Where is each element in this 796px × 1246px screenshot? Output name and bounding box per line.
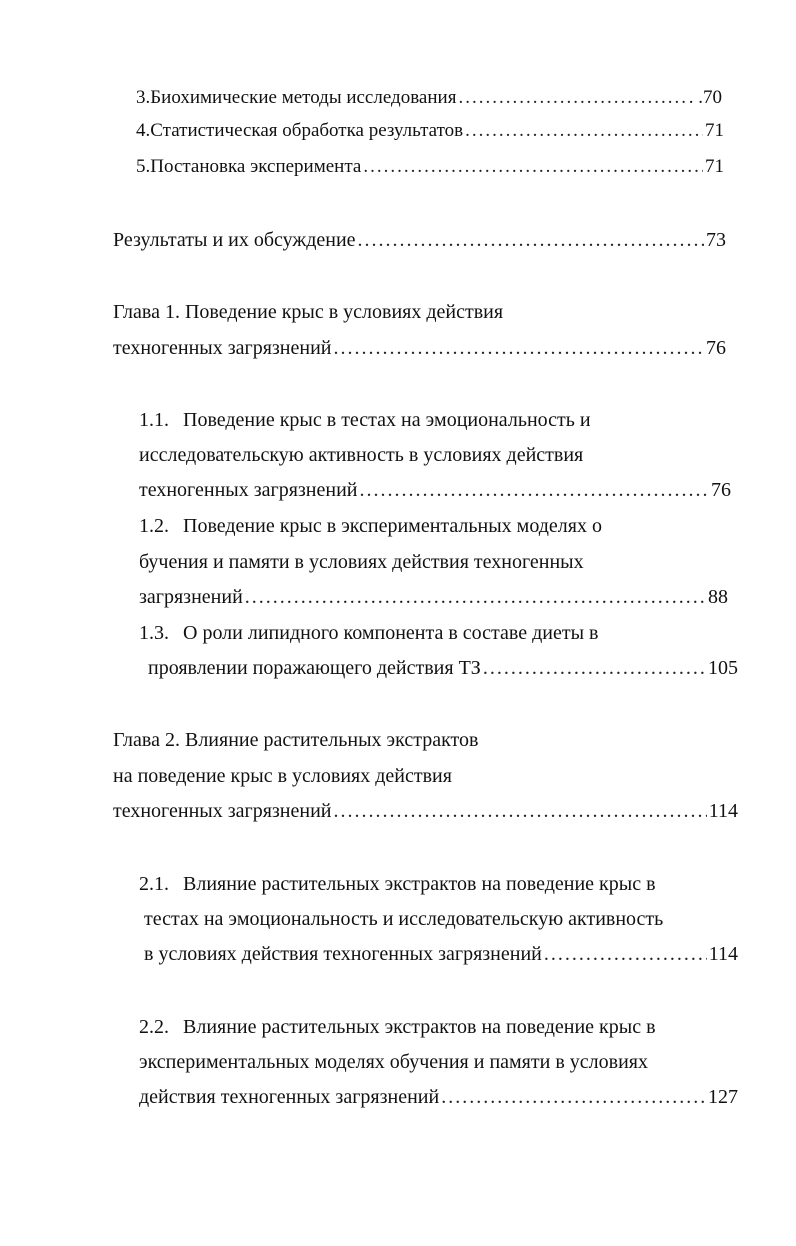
toc-section-2-2-line3 bbox=[139, 1085, 738, 1109]
toc-entry-title: исследовательскую активность в условиях действия bbox=[139, 444, 584, 466]
toc-entry-title: 3.Биохимические методы исследования bbox=[136, 87, 457, 108]
leader-dots bbox=[360, 478, 710, 502]
toc-section-1-1 bbox=[139, 408, 591, 432]
toc-section-number: 2.1. bbox=[139, 873, 169, 895]
toc-entry-title: действия техногенных загрязнений bbox=[139, 1086, 440, 1108]
toc-entry-title: 5.Постановка эксперимента bbox=[136, 156, 362, 177]
toc-entry-title: техногенных загрязнений bbox=[139, 479, 358, 501]
toc-section-2-1-line2 bbox=[144, 907, 663, 931]
toc-page-number: 71 bbox=[705, 156, 724, 177]
toc-chapter-title: на поведение крыс в условиях действия bbox=[113, 765, 452, 787]
toc-section-1-1-line2 bbox=[139, 443, 583, 467]
toc-entry-title: экспериментальных моделях обучения и памяти в условиях bbox=[139, 1051, 648, 1073]
toc-page-number: 88 bbox=[708, 586, 728, 608]
toc-page-number: 114 bbox=[708, 800, 738, 822]
toc-section-1-3-line2 bbox=[148, 656, 738, 680]
leader-dots bbox=[465, 119, 703, 143]
leader-dots bbox=[441, 1085, 706, 1109]
toc-section-1-2-line3 bbox=[139, 585, 728, 609]
leader-dots bbox=[334, 799, 707, 823]
toc-page-number: 73 bbox=[706, 229, 726, 251]
leader-dots bbox=[334, 336, 705, 360]
toc-entry-results bbox=[113, 228, 726, 252]
toc-section-2-2 bbox=[139, 1015, 656, 1039]
toc-entry-title: загрязнений bbox=[139, 586, 243, 608]
toc-entry-title: Влияние растительных экстрактов на поведение крыс в bbox=[183, 1016, 656, 1038]
toc-page-number: 114 bbox=[708, 943, 738, 965]
toc-section-number: 1.2. bbox=[139, 515, 169, 537]
leader-dots bbox=[544, 942, 707, 966]
toc-section-1-3 bbox=[139, 621, 599, 645]
toc-page-number: 105 bbox=[708, 657, 738, 679]
toc-entry-biochemical-methods bbox=[136, 86, 722, 110]
toc-chapter-1-entry bbox=[113, 336, 726, 360]
toc-entry-title: Результаты и их обсуждение bbox=[113, 229, 356, 251]
toc-section-1-2-line2 bbox=[139, 550, 584, 574]
toc-entry-title: Поведение крыс в экспериментальных моделях о bbox=[183, 515, 602, 537]
toc-section-1-2 bbox=[139, 514, 602, 538]
toc-chapter-2-heading bbox=[113, 728, 478, 752]
toc-entry-title: проявлении поражающего действия ТЗ bbox=[148, 657, 481, 679]
leader-dots bbox=[358, 228, 704, 252]
toc-section-2-2-line2 bbox=[139, 1050, 648, 1074]
leader-dots bbox=[363, 155, 703, 179]
toc-page-number: 76 bbox=[711, 479, 731, 501]
toc-entry-title: Поведение крыс в тестах на эмоциональность и bbox=[183, 409, 591, 431]
toc-chapter-2-heading-line2 bbox=[113, 764, 452, 788]
leader-dots bbox=[483, 656, 706, 680]
toc-page-number: 127 bbox=[708, 1086, 738, 1108]
toc-entry-statistical-processing bbox=[136, 119, 724, 143]
toc-page-number: 71 bbox=[705, 120, 724, 141]
leader-dots bbox=[458, 86, 686, 110]
toc-section-number: 1.3. bbox=[139, 622, 169, 644]
toc-entry-title: техногенных загрязнений bbox=[113, 800, 332, 822]
toc-entry-title: 4.Статистическая обработка результатов bbox=[136, 120, 464, 141]
toc-entry-title: тестах на эмоциональность и исследовательскую активность bbox=[144, 908, 664, 930]
toc-section-2-1 bbox=[139, 872, 656, 896]
toc-entry-title: техногенных загрязнений bbox=[113, 337, 332, 359]
toc-chapter-1-heading bbox=[113, 300, 503, 324]
toc-chapter-title: Глава 2. Влияние растительных экстрактов bbox=[113, 729, 479, 751]
toc-chapter-2-entry bbox=[113, 799, 738, 823]
toc-entry-title: О роли липидного компонента в составе диеты в bbox=[183, 622, 599, 644]
toc-entry-title: в условиях действия техногенных загрязнений bbox=[144, 943, 542, 965]
toc-entry-title: бучения и памяти в условиях действия техногенных bbox=[139, 551, 584, 573]
toc-entry-title: Влияние растительных экстрактов на поведение крыс в bbox=[183, 873, 656, 895]
toc-entry-experiment-setup bbox=[136, 155, 724, 179]
toc-section-1-1-line3 bbox=[139, 478, 731, 502]
toc-section-2-1-line3 bbox=[144, 942, 738, 966]
toc-page-number: 76 bbox=[706, 337, 726, 359]
toc-page-number: . .70 bbox=[688, 87, 722, 108]
toc-section-number: 2.2. bbox=[139, 1016, 169, 1038]
leader-dots bbox=[245, 585, 706, 609]
toc-section-number: 1.1. bbox=[139, 409, 169, 431]
toc-chapter-title: Глава 1. Поведение крыс в условиях действия bbox=[113, 301, 504, 323]
